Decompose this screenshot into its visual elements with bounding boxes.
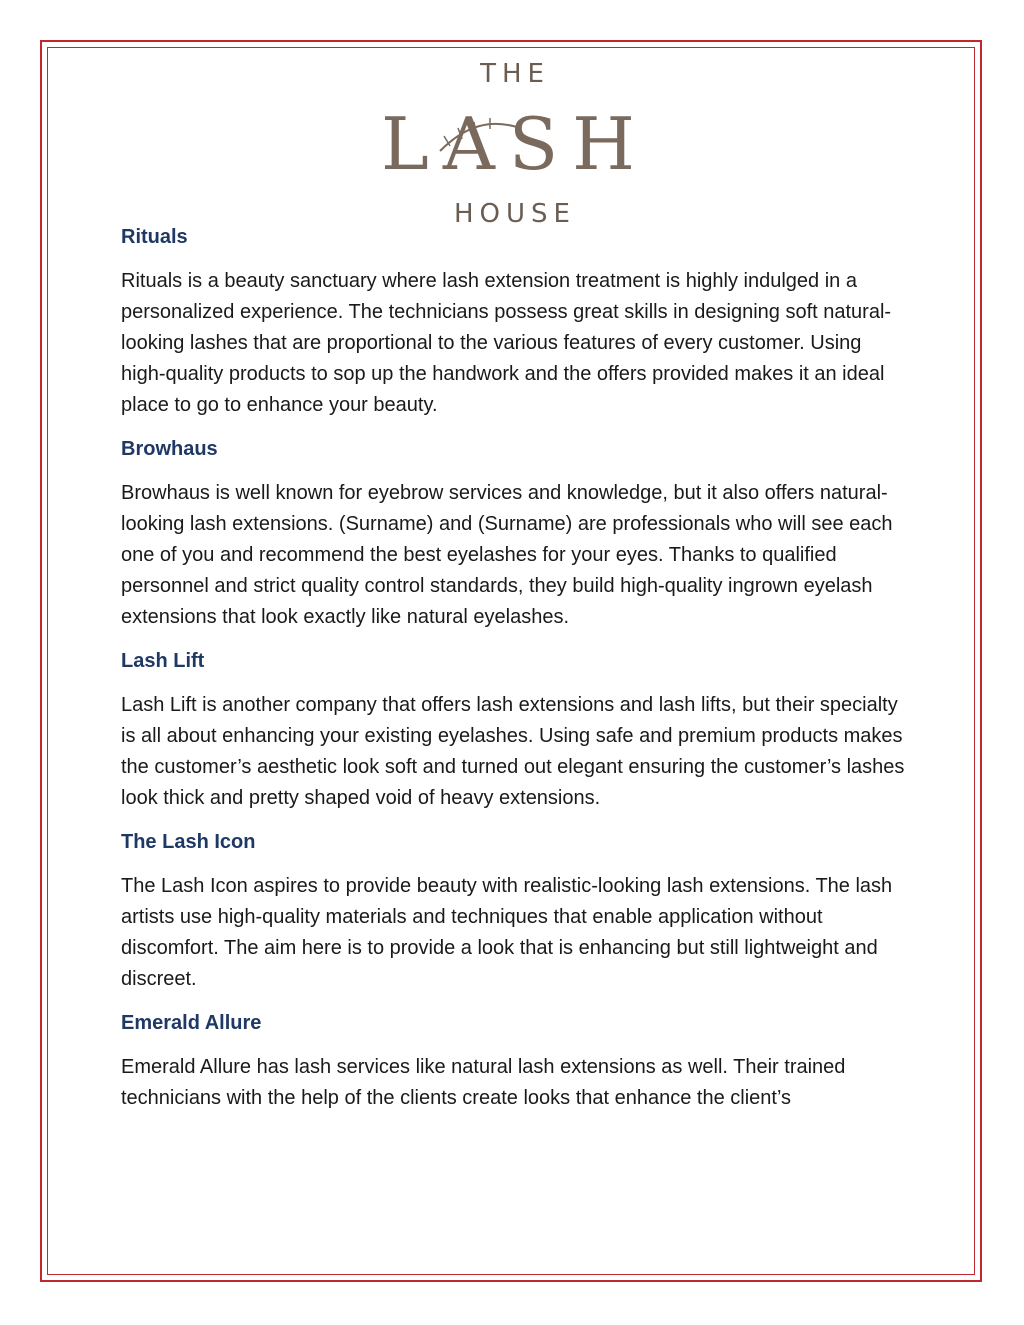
logo-word-lash: LASH [381,102,649,186]
section-body: Lash Lift is another company that offers lash extensions and lash lifts, but their specialty is all about enhancing your existing eyelashes. Using safe and premium products makes the customer’s aesthetic look soft and turned out elegant ensuring the customer’s lashes look thick and pretty shaped void of heavy extensions. [121,694,905,809]
section-heading: Rituals [121,226,188,248]
section-heading: Browhaus [121,438,218,460]
section-heading: Lash Lift [121,650,205,672]
section-emerald-allure [121,1008,911,1114]
section-rituals [121,222,911,421]
section-body: Emerald Allure has lash services like natural lash extensions as well. Their trained technicians with the help of the clients create looks that enhance the client’s [121,1056,846,1109]
section-heading: Emerald Allure [121,1012,262,1034]
section-heading: The Lash Icon [121,831,256,853]
section-the-lash-icon [121,827,911,995]
section-lash-lift [121,646,911,814]
section-body: Browhaus is well known for eyebrow services and knowledge, but it also offers natural-looking lash extensions. (Surname) and (Surname) are professionals who will see each one of you and recommend the best eyelashes for your eyes. Thanks to qualified personnel and strict quality control standards, they build high-quality ingrown eyelash extensions that look exactly like natural eyelashes. [121,482,893,628]
article-content [121,222,911,1127]
lash-house-logo-graphic [370,56,660,228]
section-browhaus [121,434,911,633]
logo-word-the: THE [480,59,550,89]
section-body: Rituals is a beauty sanctuary where lash extension treatment is highly indulged in a personalized experience. The technicians possess great skills in designing soft natural-looking lashes that are proportional to the various features of every customer. Using high-quality products to sop up the handwork and the offers provided makes it an ideal place to go to enhance your beauty. [121,270,892,416]
lash-house-logo [370,56,660,228]
section-body: The Lash Icon aspires to provide beauty with realistic-looking lash extensions. The lash artists use high-quality materials and techniques that enable application without discomfort. The aim here is to provide a look that is enhancing but still lightweight and discreet. [121,875,893,990]
logo-word-house: HOUSE [454,199,576,228]
